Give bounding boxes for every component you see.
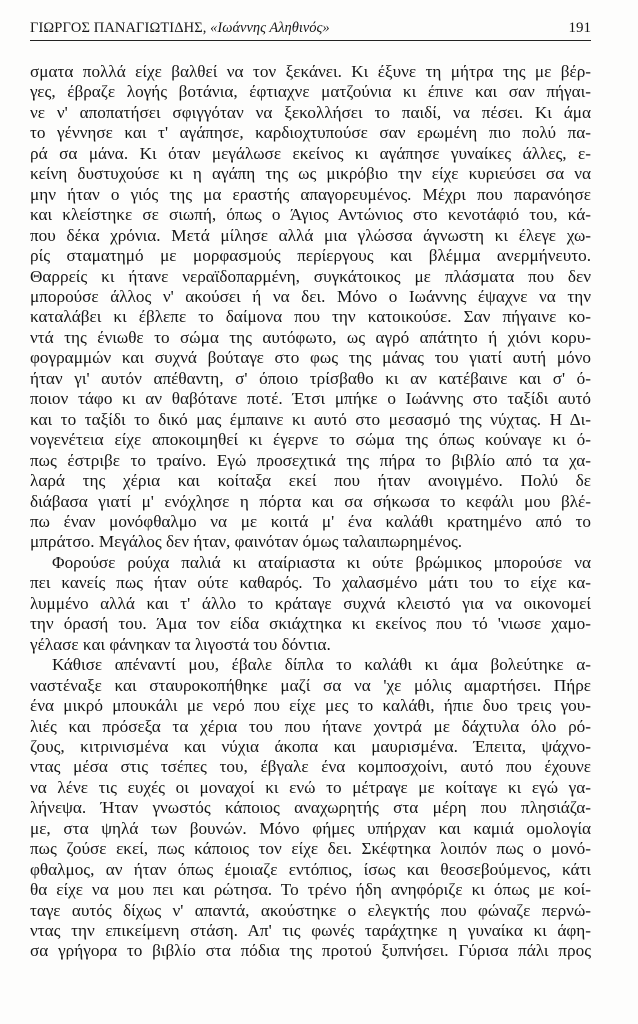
text-line: πως έστριβε το τραίνο. Εγώ προσεχτικά της πήρα το βιβλίο από τα χα- [30, 450, 591, 470]
paragraph-1 [30, 62, 591, 553]
paragraph-3 [30, 655, 591, 962]
text-line: Φορούσε ρούχα παλιά κι αταίριαστα κι ούτε βρώμικος μπορούσε να [52, 552, 591, 572]
text-line: φογραμμών και συχνά βούταγε στο φως της μάνας του γιατί αυτή μόνο [30, 348, 591, 368]
text-line: ντας μέσα στις τσέπες του, έβγαλε ένα κομποσχοίνι, αυτό που έχουνε [30, 757, 591, 777]
text-line: λιές και πρόσεξα τα χέρια του που ήτανε χοντρά με δάχτυλα όλο ρό- [30, 716, 591, 736]
page-number: 191 [568, 20, 591, 36]
text-line: λήνεψα. Ήταν γνωστός κάποιος αναχωρητής στα μέρη που πλησιάζα- [30, 798, 591, 818]
text-line: ντας την επικείμενη στάση. Απ' τις φωνές ταράχτηκε η γυναίκα κι άφη- [30, 921, 591, 941]
text-line: ντά της ένιωθε το σώμα της αυτόφωτο, ως αγρό απάτητο ή χιόνι κορυ- [30, 327, 591, 347]
text-line: νογενέτεια είχε αποκοιμηθεί κι έγερνε το σώμα της όπως κούναγε κι ό- [30, 430, 591, 450]
text-line: διάβασα γιατί μ' ενόχλησε η πόρτα και σα σήκωσα το κεφάλι μου βλέ- [30, 491, 591, 511]
text-line: γες, έβραζε λογής βοτάνια, έφτιαχνε ματζούνια κι έπινε και σαν πήγαι- [30, 82, 591, 102]
text-line: ποιον τάφο κι αν θαβότανε ποτέ. Έτσι μπήκε ο Ιωάννης στο ταξίδι αυτό [30, 389, 591, 409]
text-line: φθαλμος, αν ήταν όπως έμοιαζε εντόπιος, ίσως και θεοσεβούμενος, κάτι [30, 859, 591, 879]
text-line: ρά σα μάνα. Κι όταν μεγάλωσε εκείνος κι αγάπησε γυναίκες άλλες, ε- [30, 143, 591, 163]
text-line: ζους, κιτρινισμένα και νύχια άκοπα και μαυρισμένα. Έπειτα, ψάχνο- [30, 736, 591, 756]
text-line: σα γρήγορα το βιβλίο στα πόδια της προτού ξυπνήσει. Γύρισα πάλι προς [30, 941, 591, 961]
text-line: πει κανείς πως ήταν ούτε καθαρός. Το χαλασμένο μάτι του το είχε κα- [30, 573, 591, 593]
text-line: ταγε αυτός δίχως ν' απαντά, ακούστηκε ο ελεγκτής που φώναζε περνώ- [30, 900, 591, 920]
text-line: θα είχε να μου πει και ρώτησα. Το τρένο ήδη ανηφόριζε κι όπως με κοί- [30, 880, 591, 900]
text-line: ρίς σταματημό με μορφασμούς περίεργους και βλέμμα ανερμήνευτο. [30, 246, 591, 266]
text-line: να λένε τις ευχές οι μοναχοί κι ενώ το μέτραγε με κοίταγε κι εγώ γα- [30, 777, 591, 797]
text-line: λαρά της χέρια και κοίταξα εκεί που ήταν ανοιγμένο. Πολύ δε [30, 471, 591, 491]
header-title: «Ιωάννης Αληθινός» [210, 20, 330, 36]
text-line: μην ήταν ο γιός της μα εραστής απαγορευμένος. Μέχρι που παρανόησε [30, 184, 591, 204]
text-line: μπορούσε άλλος ν' ακούσει ή να δει. Μόνο ο Ιωάννης έψαχνε να την [30, 286, 591, 306]
text-line: και κλείστηκε σε σιωπή, όπως ο Άγιος Αντώνιος στο κενοτάφιό του, κά- [30, 205, 591, 225]
running-header [30, 18, 591, 41]
text-line: κείνη δυστυχούσε κι η αγάπη της ως μικρόβιο την είχε κυριεύσει σα να [30, 164, 591, 184]
text-line: σματα πολλά είχε βαλθεί να τον ξεκάνει. Κι έξυνε τη μήτρα της με βέρ- [30, 62, 591, 81]
text-line: που δέκα χρόνια. Μετά μίλησε αλλά μια γλώσσα άγνωστη κι έλεγε χω- [30, 225, 591, 245]
text-line: το γέννησε και τ' αγάπησε, καρδιοχτυπούσε σαν ερωμένη πιο πολύ πα- [30, 123, 591, 143]
header-author: ΓΙΩΡΓΟΣ ΠΑΝΑΓΙΩΤΙΔΗΣ, [30, 20, 207, 36]
body-text [30, 62, 591, 962]
text-line: ήταν γι' αυτόν απέθαντη, σ' όποιο τρίσβαθο κι αν κατέβαινε και σ' ό- [30, 368, 591, 388]
text-line: καταλάβει κι έβλεπε το δαίμονα που την κατοικούσε. Σαν πήγαινε κο- [30, 307, 591, 327]
text-line: με, στα ψηλά των βουνών. Μόνο φήμες υπήρχαν και καμιά ομολογία [30, 818, 591, 838]
text-line: ένα μικρό μπουκάλι με νερό που είχε μες το καλάθι, ήπιε δυο τρεις γου- [30, 696, 591, 716]
paragraph-2 [30, 553, 591, 655]
text-line: την όρασή του. Άμα τον είδα σκιάχτηκα κι εκείνος που τό 'νιωσε χαμο- [30, 614, 591, 634]
text-line: πω έναν μονόφθαλμο να με κοιτά μ' ένα καλάθι κρατημένο από το [30, 511, 591, 531]
text-line: μπράτσο. Μεγάλος δεν ήταν, φαινόταν όμως ταλαιπωρημένος. [30, 532, 463, 552]
text-line: Κάθισε απέναντί μου, έβαλε δίπλα το καλάθι κι άμα βολεύτηκε α- [52, 655, 591, 675]
text-line: λυμμένο αλλά και τ' άλλο το κράταγε συχνά κλειστό για να οικονομεί [30, 593, 591, 613]
text-line: νε ν' αποπατήσει σφιγγόταν να ξεκολλήσει το παιδί, να πέσει. Κι άμα [30, 102, 591, 122]
text-line: ναστέναξε και σταυροκοπήθηκε μαζί σα να 'χε μόλις αμαρτήσει. Πήρε [30, 675, 591, 695]
text-line: και το ταξίδι το δικό μας έμπαινε κι αυτό στο μεσασμό της νύχτας. Η Δι- [30, 409, 591, 429]
text-line: Θαρρείς κι ήτανε νεραϊδοπαρμένη, συγκάτοικος με πλάσματα που δεν [30, 266, 591, 286]
text-line: πως ζούσε εκεί, πως κάποιος τον είχε δει. Σκέφτηκα λοιπόν πως ο μονό- [30, 839, 591, 859]
text-line: γέλασε και φάνηκαν τα λιγοστά του δόντια. [30, 634, 331, 654]
